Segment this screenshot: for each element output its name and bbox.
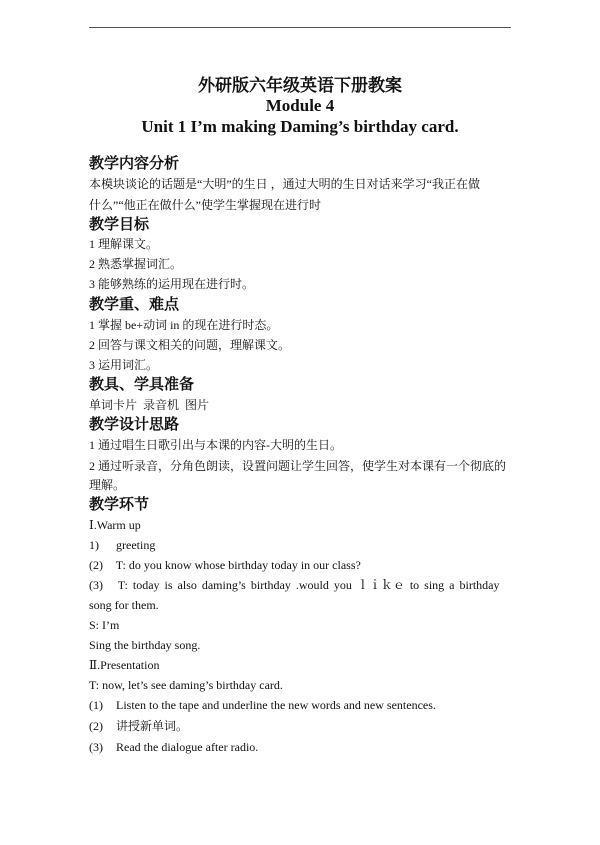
presentation-label: Ⅱ.Presentation bbox=[89, 658, 160, 672]
design-line: 理解。 bbox=[89, 478, 126, 492]
design-line: 1 通过唱生日歌引出与本课的内容-大明的生日。 bbox=[89, 438, 342, 452]
analysis-line: 本模块谈论的话题是“大明”的生日 ，通过大明的生日对话来学习“我正在做 bbox=[89, 177, 480, 191]
list-item bbox=[89, 538, 155, 553]
list-item bbox=[89, 740, 258, 755]
warmup-label: Ⅰ.Warm up bbox=[89, 518, 141, 532]
design-heading: 教学设计思路 bbox=[89, 417, 180, 433]
analysis-line: 什么”“他正在做什么”使学生掌握现在进行时 bbox=[89, 198, 321, 212]
tools-text: 单词卡片 录音机 图片 bbox=[89, 398, 210, 412]
goals-item: 1 理解课文。 bbox=[89, 237, 159, 251]
keypoints-heading: 教学重、难点 bbox=[89, 297, 180, 313]
list-text: greeting bbox=[116, 538, 156, 552]
tools-heading: 教具、学具准备 bbox=[89, 377, 195, 393]
list-text: 讲授新单词。 bbox=[116, 719, 189, 733]
list-item bbox=[89, 698, 436, 713]
header-rule bbox=[89, 27, 511, 28]
document-title: 外研版六年级英语下册教案 bbox=[198, 76, 402, 95]
analysis-heading: 教学内容分析 bbox=[89, 156, 180, 172]
list-number: (2) bbox=[89, 558, 103, 572]
list-item bbox=[89, 578, 500, 593]
list-item bbox=[89, 558, 361, 573]
list-number: 1) bbox=[89, 538, 99, 552]
goals-heading: 教学目标 bbox=[89, 217, 150, 233]
list-continuation: song for them. bbox=[89, 598, 159, 612]
list-number: (3) bbox=[89, 740, 103, 754]
teacher-line: T: now, let’s see daming’s birthday card. bbox=[89, 678, 283, 692]
student-reply: S: I’m bbox=[89, 618, 120, 632]
procedure-heading: 教学环节 bbox=[89, 497, 150, 513]
list-text: Read the dialogue after radio. bbox=[116, 740, 259, 754]
list-number: (3) bbox=[89, 578, 103, 592]
list-item bbox=[89, 719, 188, 734]
list-text: Listen to the tape and underline the new words and new sentences. bbox=[116, 698, 436, 712]
list-number: (1) bbox=[89, 698, 103, 712]
list-text: T: today is also daming’s birthday .would you ｌｉｋｅ to sing a birthday bbox=[117, 578, 500, 592]
list-number: (2) bbox=[89, 719, 103, 733]
design-line: 2 通过听录音，分角色朗读，设置问题让学生回答，使学生对本课有一个彻底的 bbox=[89, 459, 507, 473]
list-text: T: do you know whose birthday today in our class? bbox=[115, 558, 361, 572]
goals-item: 2 熟悉掌握词汇。 bbox=[89, 257, 183, 271]
module-title: Module 4 bbox=[265, 96, 335, 115]
keypoints-item: 2 回答与课文相关的问题，理解课文。 bbox=[89, 338, 291, 352]
unit-title: Unit 1 I’m making Daming’s birthday card. bbox=[141, 117, 459, 136]
keypoints-item: 1 掌握 be+动词 in 的现在进行时态。 bbox=[89, 318, 279, 332]
goals-item: 3 能够熟练的运用现在进行时。 bbox=[89, 277, 255, 291]
keypoints-item: 3 运用词汇。 bbox=[89, 358, 159, 372]
activity-line: Sing the birthday song. bbox=[89, 638, 201, 652]
